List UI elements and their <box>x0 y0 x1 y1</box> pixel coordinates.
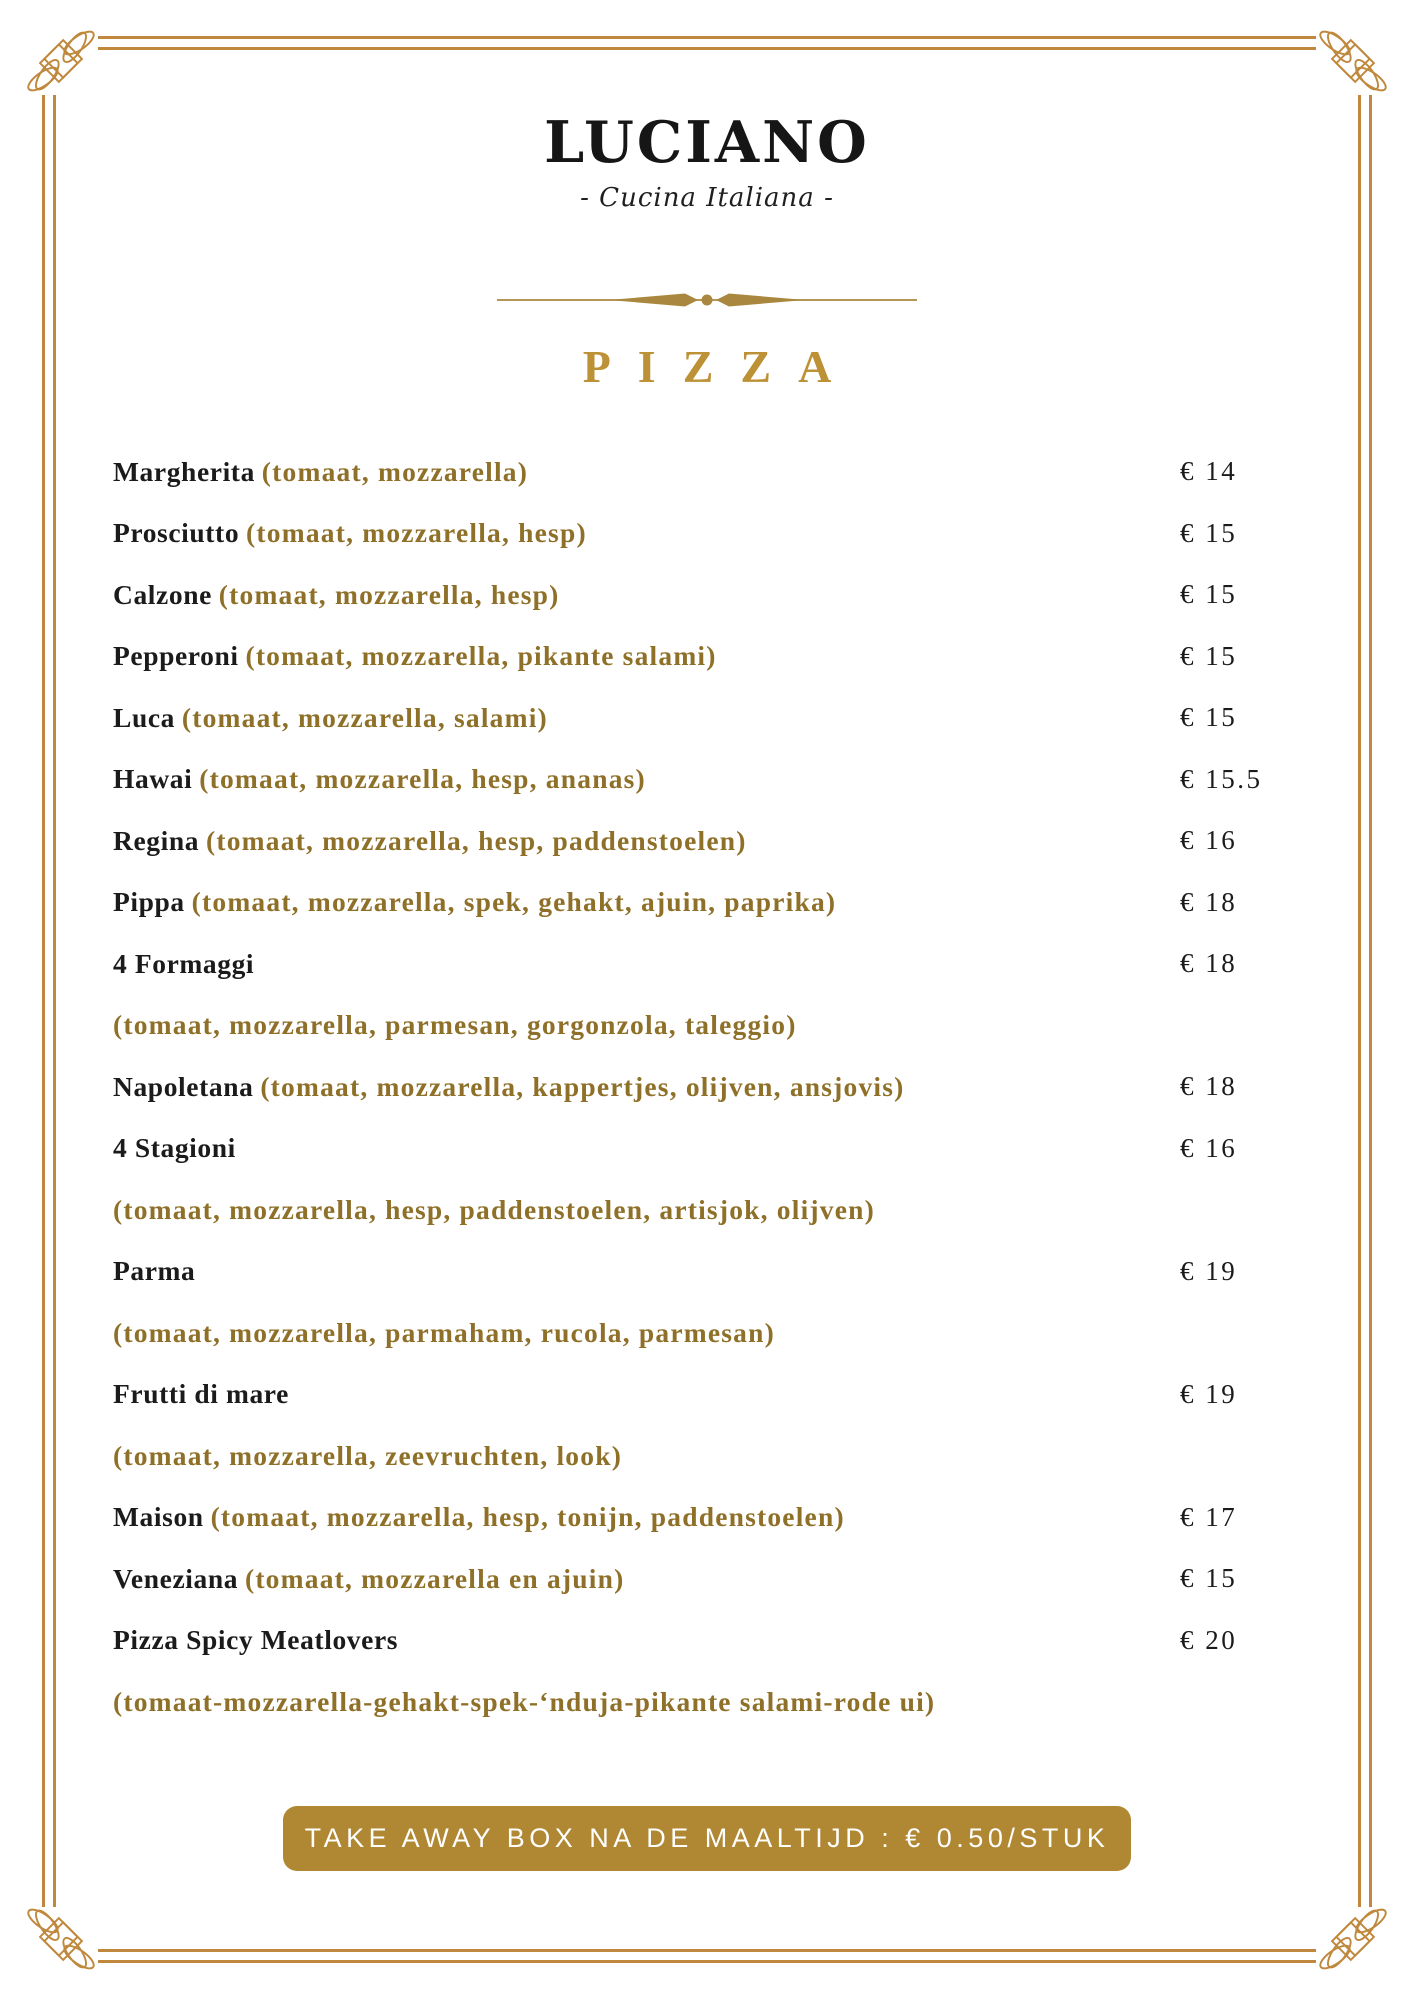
item-price: € 17 <box>1180 1501 1238 1532</box>
menu-item-text <box>113 1132 236 1164</box>
corner-ornament-icon <box>10 10 112 112</box>
menu-item-row <box>113 441 1302 503</box>
menu-item-row <box>113 1364 1302 1426</box>
item-price: € 15 <box>1180 640 1238 671</box>
item-ingredients: (tomaat, mozzarella, hesp, tonijn, paddenstoelen) <box>210 1501 845 1533</box>
item-price: € 15 <box>1180 579 1238 610</box>
menu-item-text <box>113 948 254 980</box>
item-name: Veneziana <box>113 1562 239 1594</box>
item-name: Hawai <box>113 763 193 795</box>
menu-item-text <box>113 825 747 857</box>
menu-item-text <box>113 1624 398 1656</box>
item-price: € 18 <box>1180 948 1238 979</box>
menu-item-text <box>113 517 587 549</box>
frame-line-bottom-inner <box>98 1949 1316 1952</box>
frame-line-top-inner <box>98 47 1316 50</box>
menu-item-row <box>113 687 1302 749</box>
brand-tagline: - Cucina Italiana - <box>580 182 834 213</box>
frame-line-top-outer <box>98 36 1316 39</box>
item-name: Calzone <box>113 578 212 610</box>
menu-item-row <box>113 1056 1302 1118</box>
menu-item-text <box>113 1255 195 1287</box>
item-price: € 15 <box>1180 702 1238 733</box>
item-name: Napoletana <box>113 1070 254 1102</box>
menu-item-ingredients-row <box>113 1425 1302 1487</box>
item-ingredients: (tomaat-mozzarella-gehakt-spek-‘nduja-pikante salami-rode ui) <box>113 1685 936 1717</box>
item-name: Prosciutto <box>113 517 240 549</box>
item-price: € 19 <box>1180 1255 1238 1286</box>
item-price: € 16 <box>1180 1132 1238 1163</box>
item-price: € 14 <box>1180 456 1238 487</box>
menu-item-text <box>113 1378 289 1410</box>
menu-item-text <box>113 1009 797 1041</box>
item-name: Parma <box>113 1255 196 1287</box>
menu-item-row <box>113 626 1302 688</box>
menu-item-text <box>113 1440 622 1472</box>
menu-item-text <box>113 1563 624 1595</box>
item-ingredients: (tomaat, mozzarella, pikante salami) <box>245 640 717 672</box>
item-price: € 18 <box>1180 886 1238 917</box>
item-price: € 19 <box>1180 1378 1238 1409</box>
menu-item-row <box>113 564 1302 626</box>
item-name: Pippa <box>113 886 185 918</box>
item-price: € 20 <box>1180 1624 1238 1655</box>
menu-item-row <box>113 872 1302 934</box>
menu-item-text <box>113 1194 875 1226</box>
menu-item-row <box>113 1487 1302 1549</box>
menu-item-text <box>113 1317 775 1349</box>
item-name: Regina <box>113 824 200 856</box>
item-ingredients: (tomaat, mozzarella, hesp) <box>218 578 560 610</box>
takeaway-banner <box>283 1806 1131 1871</box>
menu-item-row <box>113 1610 1302 1672</box>
item-ingredients: (tomaat, mozzarella, zeevruchten, look) <box>113 1439 623 1471</box>
item-price: € 15 <box>1180 517 1238 548</box>
menu-item-text <box>113 702 548 734</box>
menu-item-ingredients-row <box>113 1671 1302 1733</box>
frame-line-bottom-outer <box>98 1960 1316 1963</box>
item-ingredients: (tomaat, mozzarella, spek, gehakt, ajuin, paprika) <box>191 886 837 918</box>
item-name: Maison <box>113 1501 204 1533</box>
item-price: € 16 <box>1180 825 1238 856</box>
item-name: Luca <box>113 701 175 733</box>
menu-item-row <box>113 749 1302 811</box>
item-name: Pizza Spicy Meatlovers <box>113 1624 399 1656</box>
menu-item-row <box>113 1241 1302 1303</box>
menu-item-ingredients-row <box>113 1302 1302 1364</box>
menu-item-ingredients-row <box>113 995 1302 1057</box>
corner-ornament-icon <box>1302 10 1404 112</box>
menu-item-text <box>113 886 836 918</box>
menu-item-row <box>113 810 1302 872</box>
menu-item-row <box>113 1118 1302 1180</box>
corner-ornament-icon <box>10 1888 112 1990</box>
divider-ornament-icon <box>497 287 917 313</box>
brand-name: LUCIANO <box>544 109 870 176</box>
header <box>0 109 1414 213</box>
menu-item-text <box>113 1501 845 1533</box>
item-ingredients: (tomaat, mozzarella, hesp, paddenstoelen) <box>205 824 747 856</box>
menu-item-text <box>113 1686 935 1718</box>
item-name: Margherita <box>113 455 255 487</box>
item-name: 4 Stagioni <box>113 1132 236 1164</box>
menu-item-text <box>113 1071 905 1103</box>
menu-item-text <box>113 579 560 611</box>
item-price: € 15.5 <box>1180 763 1263 794</box>
menu-item-row <box>113 933 1302 995</box>
item-ingredients: (tomaat, mozzarella, hesp, ananas) <box>199 763 646 795</box>
menu-item-text <box>113 640 717 672</box>
item-name: 4 Formaggi <box>113 947 255 979</box>
item-ingredients: (tomaat, mozzarella, parmesan, gorgonzola, taleggio) <box>113 1009 797 1041</box>
item-name: Pepperoni <box>113 640 239 672</box>
menu-item-ingredients-row <box>113 1179 1302 1241</box>
menu-item-row <box>113 503 1302 565</box>
menu-item-text <box>113 456 528 488</box>
takeaway-banner-text: TAKE AWAY BOX NA DE MAALTIJD : € 0.50/STUK <box>304 1823 1110 1853</box>
item-ingredients: (tomaat, mozzarella, hesp, paddenstoelen, artisjok, olijven) <box>113 1193 875 1225</box>
menu-item-row <box>113 1548 1302 1610</box>
item-ingredients: (tomaat, mozzarella, parmaham, rucola, parmesan) <box>113 1316 775 1348</box>
item-ingredients: (tomaat, mozzarella, salami) <box>181 701 548 733</box>
item-ingredients: (tomaat, mozzarella, hesp) <box>246 517 587 549</box>
item-ingredients: (tomaat, mozzarella) <box>261 455 529 487</box>
item-ingredients: (tomaat, mozzarella en ajuin) <box>244 1562 625 1594</box>
menu-item-text <box>113 763 646 795</box>
item-ingredients: (tomaat, mozzarella, kappertjes, olijven, ansjovis) <box>260 1070 905 1102</box>
item-price: € 15 <box>1180 1563 1238 1594</box>
item-name: Frutti di mare <box>113 1378 289 1410</box>
corner-ornament-icon <box>1302 1888 1404 1990</box>
section-title: PIZZA <box>582 341 859 392</box>
menu-list <box>113 441 1302 1733</box>
item-price: € 18 <box>1180 1071 1238 1102</box>
